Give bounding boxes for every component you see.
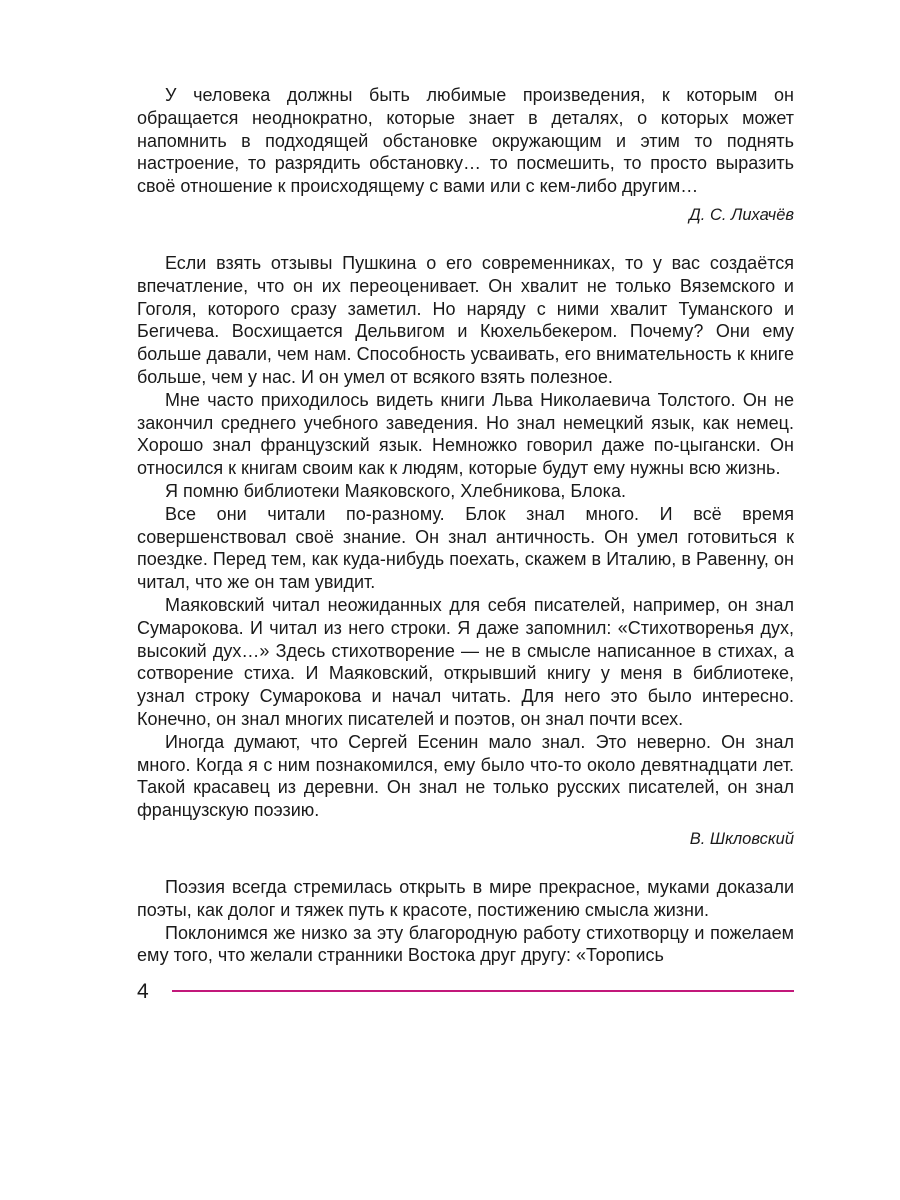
paragraph: Поклонимся же низко за эту благородную работу стихотворцу и пожелаем ему того, что желали странники Востока друг другу: «Торопись <box>137 922 794 966</box>
paragraph: Поэзия всегда стремилась открыть в мире прекрасное, муками доказали поэты, как долог и тяжек путь к красоте, постижению смысла жизни. <box>137 876 794 920</box>
paragraph: Маяковский читал неожиданных для себя писателей, например, он знал Сумарокова. И читал из него строки. Я даже запомнил: «Стихотворенья дух, высокий дух…» Здесь стихотворение — не в смысле написанное в стихах, а сотворение стиха. И Маяковский, открывший книгу у меня в библиотеке, узнал строку Сумарокова и начал читать. Для него это было интересно. Конечно, он знал многих писателей и поэтов, он знал почти всех. <box>137 594 794 729</box>
paragraph: Если взять отзывы Пушкина о его современниках, то у вас создаётся впечатление, что он их переоценивает. Он хвалит не только Вяземского и Гоголя, которого сразу заметил. Но наряду с ними хвалит Туманского и Бегичева. Восхищается Дельвигом и Кюхельбекером. Почему? Они ему больше давали, чем нам. Способность усваивать, его внимательность к книге больше, чем у нас. И он умел от всякого взять полезное. <box>137 252 794 387</box>
page-number: 4 <box>137 980 149 1003</box>
page-body <box>137 84 794 967</box>
page-footer <box>137 980 794 1006</box>
quote-section-shklovsky <box>137 252 794 850</box>
author-signature: Д. С. Лихачёв <box>689 205 794 224</box>
paragraph: У человека должны быть любимые произведения, к которым он обращается неоднократно, которые знает в деталях, о которых может напомнить в подходящей обстановке окружающим и этим то поднять настроение, то разрядить обстановку… то посмешить, то просто выразить своё отношение к происходящему с вами или с кем-либо другим… <box>137 85 794 197</box>
paragraph: Я помню библиотеки Маяковского, Хлебникова, Блока. <box>165 480 626 501</box>
closing-section <box>137 876 794 967</box>
section-gap <box>137 850 794 876</box>
quote-section-likhachev <box>137 84 794 226</box>
author-signature: В. Шкловский <box>689 829 794 848</box>
paragraph: Все они читали по-разному. Блок знал много. И всё время совершенствовал своё знание. Он знал античность. Он умел готовиться к поездке. Перед тем, как куда-нибудь поехать, скажем в Италию, в Равенну, он читал, что же он там увидит. <box>137 503 794 593</box>
footer-rule <box>172 990 794 992</box>
paragraph: Мне часто приходилось видеть книги Льва Николаевича Толстого. Он не закончил среднего учебного заведения. Но знал немецкий язык, как немец. Хорошо знал французский язык. Немножко говорил даже по-цыгански. Он относился к книгам своим как к людям, которые будут ему нужны всю жизнь. <box>137 389 794 479</box>
paragraph: Иногда думают, что Сергей Есенин мало знал. Это неверно. Он знал много. Когда я с ним познакомился, ему было что-то около девятнадцати лет. Такой красавец из деревни. Он знал не только русских писателей, он знал французскую поэзию. <box>137 731 794 821</box>
section-gap <box>137 226 794 252</box>
